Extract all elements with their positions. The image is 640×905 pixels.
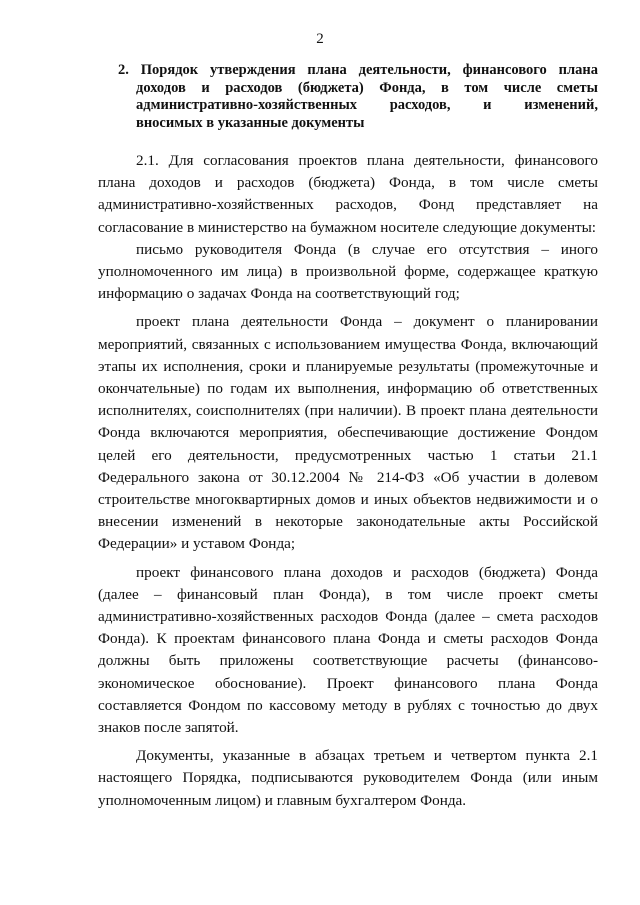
heading-line: 2. Порядок утверждения плана деятельности, финансового плана xyxy=(118,62,598,78)
paragraph-financial-plan: проект финансового плана доходов и расходов (бюджета) Фонда (далее – финансовый план Фонда), в том числе проект сметы административно-хозяйственных расходов Фонда (далее – смета расходов Фонда). К проектам финансового плана Фонда и сметы расходов Фонда должны быть приложены соответствующие расчеты (финансово-экономическое обоснование). Проект финансового плана Фонда составляется Фондом по кассовому методу в рублях с точностью до двух знаков после запятой. xyxy=(98,563,598,737)
section-heading xyxy=(118,62,598,132)
heading-line: доходов и расходов (бюджета) Фонда, в том числе сметы xyxy=(136,79,598,96)
document-body xyxy=(98,150,598,812)
paragraph-signatures: Документы, указанные в абзацах третьем и четвертом пункта 2.1 настоящего Порядка, подписываются руководителем Фонда (или иным уполномоченным лицом) и главным бухгалтером Фонда. xyxy=(98,747,598,809)
page-number: 2 xyxy=(316,31,324,47)
heading-line: административно-хозяйственных расходов, и изменений, xyxy=(136,97,598,113)
heading-line: вносимых в указанные документы xyxy=(136,114,365,131)
paragraph-activity-plan: проект плана деятельности Фонда – документ о планировании мероприятий, связанных с использованием имущества Фонда, включающий этапы их исполнения, сроки и планируемые результаты (промежуточные и окончательные) по годам их выполнения, информацию об ответственных исполнителях, соисполнителях (при наличии). В проект плана деятельности Фонда включаются мероприятия, обеспечивающие достижение Фондом целей его деятельности, предусмотренных частью 1 статьи 21.1 Федерального закона от 30.12.2004 № 214-ФЗ «Об участии в долевом строительстве многоквартирных домов и иных объектов недвижимости и о внесении изменений в некоторые законодательные акты Российской Федерации» и уставом Фонда; xyxy=(98,313,598,553)
paragraph-letter: письмо руководителя Фонда (в случае его отсутствия – иного уполномоченного им лица) в произвольной форме, содержащее краткую информацию о задачах Фонда на соответствующий год; xyxy=(98,240,598,303)
paragraph-2-1: 2.1. Для согласования проектов плана деятельности, финансового плана доходов и расходов (бюджета) Фонда, в том числе сметы административно-хозяйственных расходов, Фонд представляет на согласование в министерство на бумажном носителе следующие документы: xyxy=(98,152,598,236)
